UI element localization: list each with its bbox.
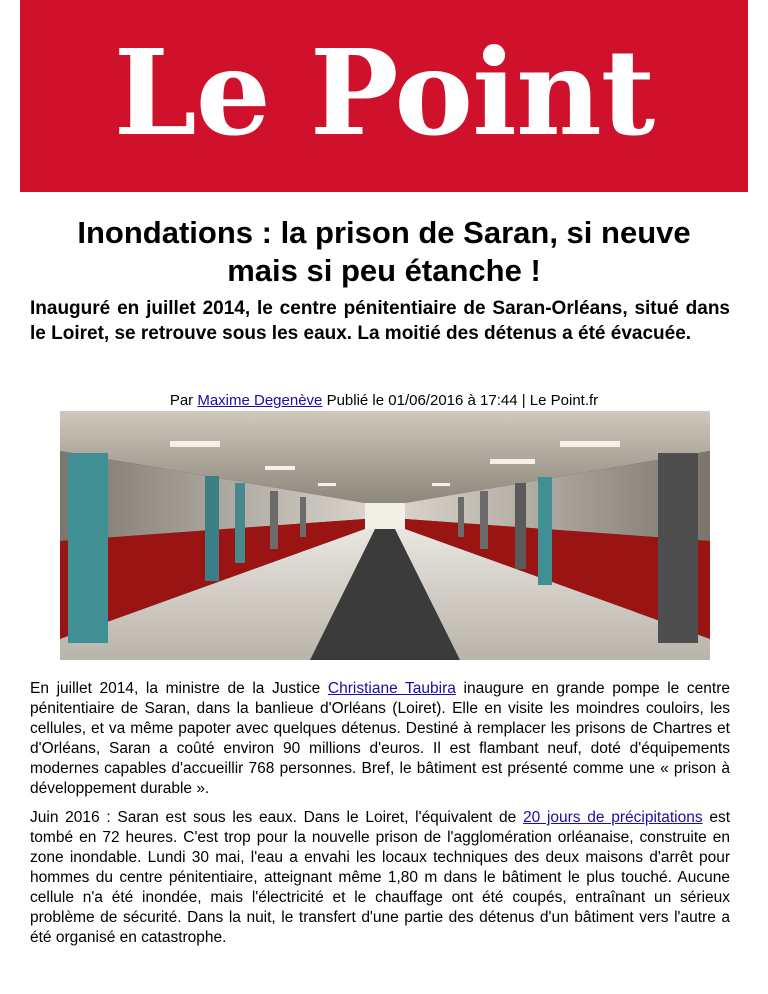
- byline: [0, 392, 768, 410]
- article-title: Inondations : la prison de Saran, si neuve mais si peu étanche !: [77, 215, 691, 288]
- article-paragraph: [30, 679, 730, 799]
- article-lead: Inauguré en juillet 2014, le centre pénitentiaire de Saran-Orléans, situé dans le Loiret, se retrouve sous les eaux. La moitié des détenus a été évacuée.: [30, 298, 730, 344]
- byline-prefix: Par: [169, 392, 194, 409]
- article-paragraph: [30, 808, 730, 948]
- paragraph-text: est tombé en 72 heures. C'est trop pour la nouvelle prison de l'agglomération orléanaise, construite en zone inondable. Lundi 30 mai, l'eau a envahi les locaux techniques des deux maisons d'arrêt pour hommes du centre pénitentiaire, atteignant même 1,80 m dans le bâtiment le plus touché. Aucune cellule n'a été inondée, mais l'électricité et le chauffage ont été coupés, entraînant un sérieux problème de sécurité. Dans la nuit, le transfert d'une partie des détenus d'un bâtiment vers l'autre a été organisé en catastrophe.: [30, 809, 731, 946]
- prison-corridor-image: [60, 411, 710, 660]
- article-photo: [60, 411, 710, 660]
- paragraph-text: inaugure en grande pompe le centre pénitentiaire de Saran, dans la banlieue d'Orléans (Loiret). Elle en visite les moindres couloirs, les cellules, et va même papoter avec quelques détenus. Destiné à remplacer les prisons de Chartres et d'Orléans, Saran a coûté environ 90 millions d'euros. Il est flambant neuf, doté d'équipements modernes capables d'accueillir 768 personnes. Bref, le bâtiment est présenté comme une « prison à développement durable ».: [30, 680, 730, 797]
- author-link[interactable]: Maxime Degenève: [197, 392, 323, 409]
- publication-date: Publié le 01/06/2016 à 17:44 | Le Point.fr: [326, 392, 599, 409]
- christiane-taubira-link[interactable]: Christiane Taubira: [327, 680, 456, 697]
- le-point-logo[interactable]: Le Point: [113, 23, 655, 162]
- paragraph-text: Juin 2016 : Saran est sous les eaux. Dans le Loiret, l'équivalent de: [30, 809, 517, 826]
- paragraph-text: En juillet 2014, la ministre de la Justice: [30, 680, 321, 697]
- masthead: [20, 0, 748, 192]
- precipitations-link[interactable]: 20 jours de précipitations: [522, 809, 703, 826]
